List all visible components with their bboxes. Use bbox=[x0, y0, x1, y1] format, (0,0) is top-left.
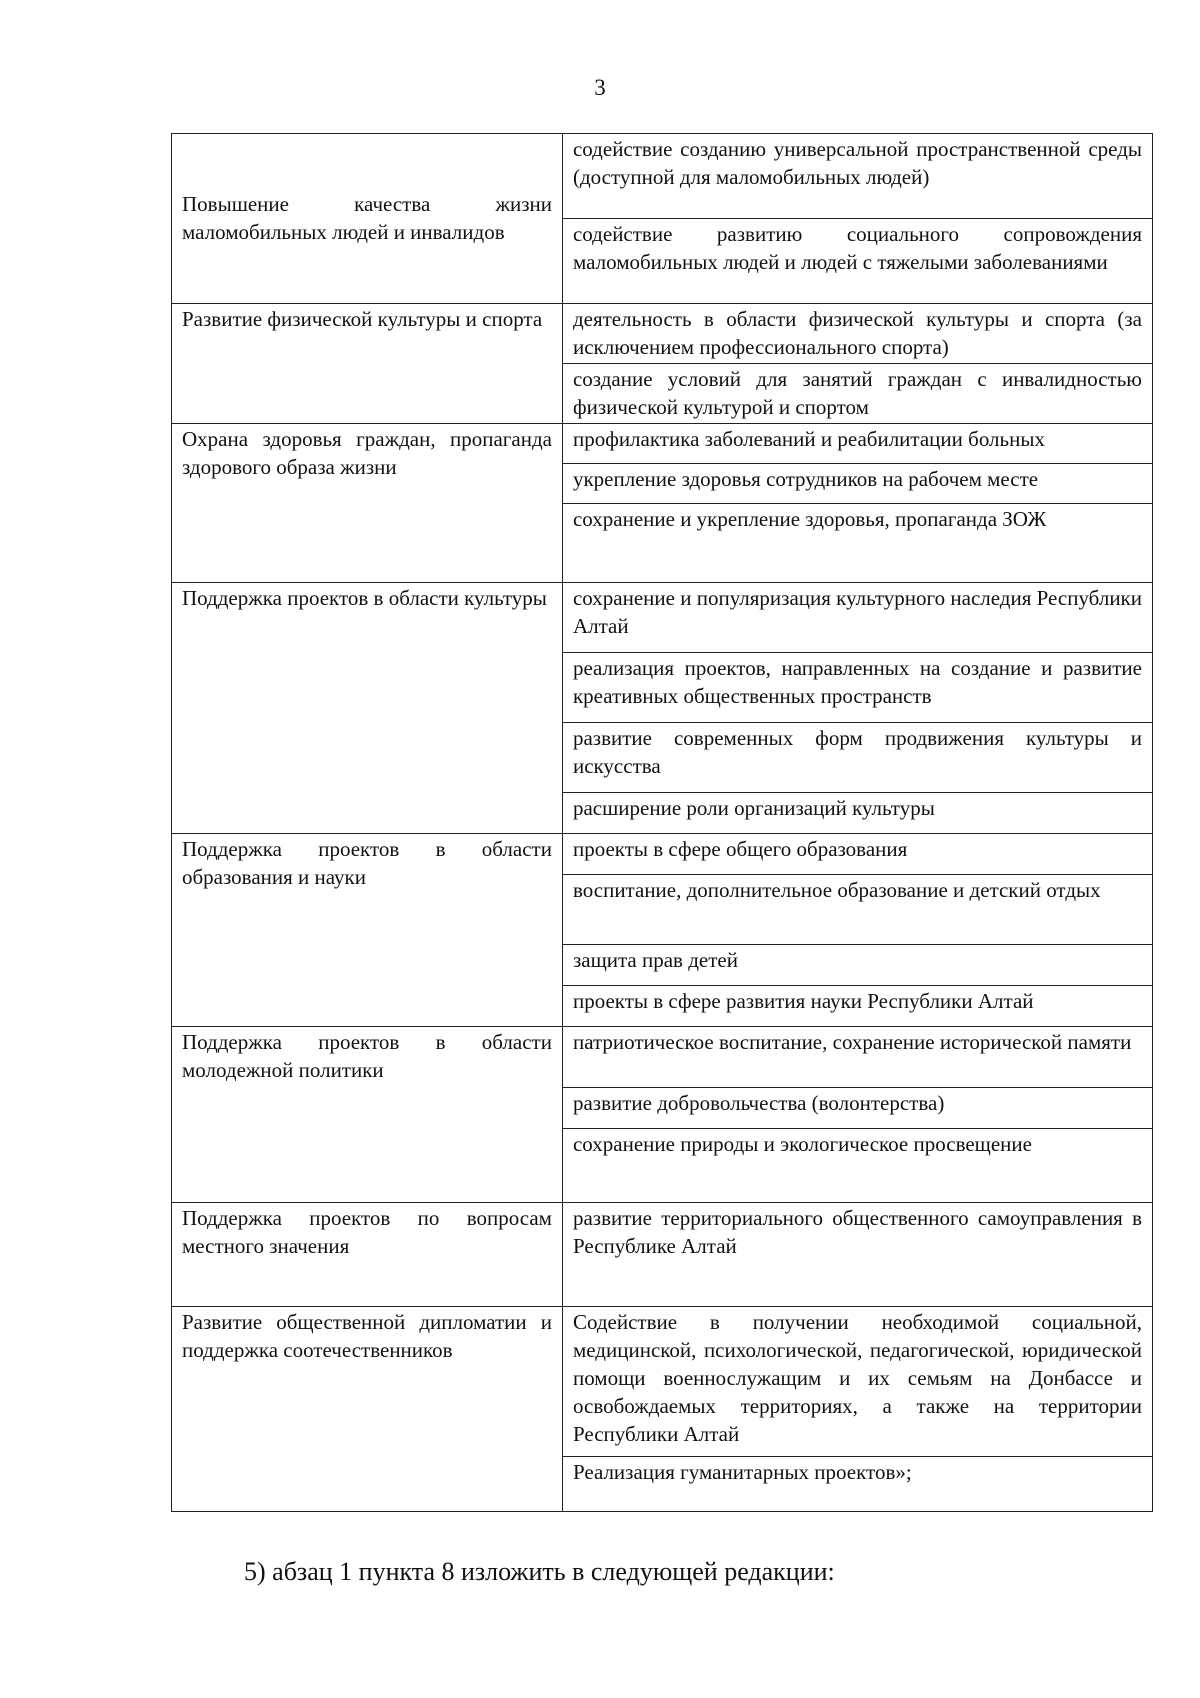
subdirection-cell: сохранение и популяризация культурного наследия Республики Алтай bbox=[562, 583, 1152, 653]
subdirection-cell: укрепление здоровья сотрудников на рабочем месте bbox=[562, 464, 1152, 504]
subdirection-cell: воспитание, дополнительное образование и детский отдых bbox=[562, 875, 1152, 945]
direction-cell: Повышение качества жизни маломобильных людей и инвалидов bbox=[172, 134, 563, 304]
subdirection-cell: содействие созданию универсальной пространственной среды (доступной для маломобильных людей) bbox=[562, 134, 1152, 219]
direction-cell: Поддержка проектов в области молодежной политики bbox=[172, 1027, 563, 1203]
direction-cell: Поддержка проектов по вопросам местного значения bbox=[172, 1203, 563, 1307]
subdirection-cell: профилактика заболеваний и реабилитации больных bbox=[562, 424, 1152, 464]
subdirection-cell: развитие добровольчества (волонтерства) bbox=[562, 1088, 1152, 1129]
page-number: 3 bbox=[594, 75, 606, 100]
table-row bbox=[172, 1203, 1153, 1307]
amendment-paragraph: 5) абзац 1 пункта 8 изложить в следующей редакции: bbox=[244, 1557, 835, 1586]
subdirection-cell: Содействие в получении необходимой социальной, медицинской, психологической, педагогической, юридической помощи военнослужащим и их семьям на Донбассе и освобождаемых территориях, а также на территории Республики Алтай bbox=[562, 1307, 1152, 1457]
directions-table bbox=[171, 133, 1153, 1512]
table-row bbox=[172, 1307, 1153, 1457]
subdirection-cell: расширение роли организаций культуры bbox=[562, 793, 1152, 834]
direction-cell: Поддержка проектов в области образования и науки bbox=[172, 834, 563, 1027]
subdirection-cell: проекты в сфере общего образования bbox=[562, 834, 1152, 875]
table-row bbox=[172, 424, 1153, 464]
direction-cell: Охрана здоровья граждан, пропаганда здорового образа жизни bbox=[172, 424, 563, 583]
subdirection-cell: сохранение природы и экологическое просвещение bbox=[562, 1129, 1152, 1203]
table-row bbox=[172, 304, 1153, 364]
subdirection-cell: реализация проектов, направленных на создание и развитие креативных общественных пространств bbox=[562, 653, 1152, 723]
subdirection-cell: содействие развитию социального сопровождения маломобильных людей и людей с тяжелыми заболеваниями bbox=[562, 219, 1152, 304]
subdirection-cell: развитие территориального общественного самоуправления в Республике Алтай bbox=[562, 1203, 1152, 1307]
subdirection-cell: сохранение и укрепление здоровья, пропаганда ЗОЖ bbox=[562, 504, 1152, 583]
subdirection-cell: патриотическое воспитание, сохранение исторической памяти bbox=[562, 1027, 1152, 1088]
direction-cell: Развитие физической культуры и спорта bbox=[172, 304, 563, 424]
table-row bbox=[172, 134, 1153, 219]
subdirection-cell: защита прав детей bbox=[562, 945, 1152, 986]
direction-cell: Поддержка проектов в области культуры bbox=[172, 583, 563, 834]
subdirection-cell: проекты в сфере развития науки Республики Алтай bbox=[562, 986, 1152, 1027]
table-row bbox=[172, 1027, 1153, 1088]
table-row bbox=[172, 834, 1153, 875]
subdirection-cell: Реализация гуманитарных проектов»; bbox=[562, 1457, 1152, 1512]
table-row bbox=[172, 583, 1153, 653]
direction-cell: Развитие общественной дипломатии и поддержка соотечественников bbox=[172, 1307, 563, 1512]
subdirection-cell: деятельность в области физической культуры и спорта (за исключением профессионального спорта) bbox=[562, 304, 1152, 364]
subdirection-cell: создание условий для занятий граждан с инвалидностью физической культурой и спортом bbox=[562, 364, 1152, 424]
directions-table-body bbox=[172, 134, 1153, 1512]
subdirection-cell: развитие современных форм продвижения культуры и искусства bbox=[562, 723, 1152, 793]
